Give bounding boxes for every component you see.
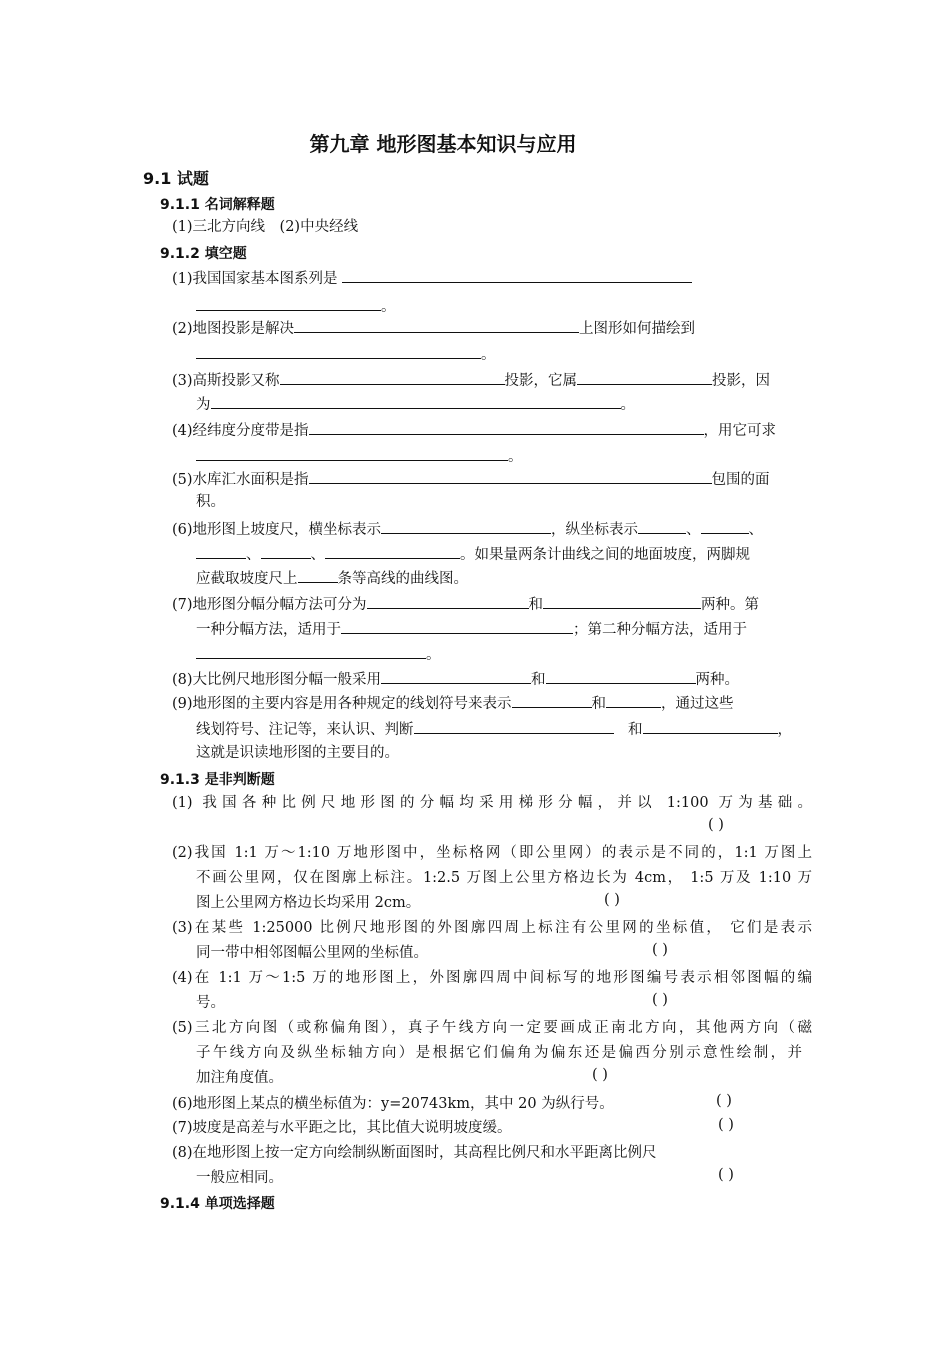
- answer-blank[interactable]: [211, 393, 621, 409]
- tf-q3-line2: 同一带中相邻图幅公里网的坐标值。: [196, 945, 428, 961]
- subsection-heading-fill: 9.1.2 填空题: [160, 246, 247, 262]
- tf-q8-line2: 一般应相同。: [196, 1170, 283, 1186]
- fill-q3-line2: 为 。: [196, 393, 836, 416]
- answer-blank[interactable]: [325, 543, 460, 559]
- fill-q7-line3: 。: [196, 643, 836, 666]
- answer-blank[interactable]: [643, 718, 778, 734]
- section-heading: 9.1 试题: [143, 169, 209, 188]
- answer-blank[interactable]: [512, 692, 592, 708]
- answer-blank[interactable]: [309, 468, 712, 484]
- fill-q9-line2: 线划符号、注记等，来认识、判断 和 ，: [196, 718, 836, 741]
- answer-blank[interactable]: [381, 518, 551, 534]
- fill-q7-line2: 一种分幅方法，适用于 ；第二种分幅方法，适用于: [196, 618, 836, 641]
- answer-blank[interactable]: [701, 518, 749, 534]
- fill-q8-line1: (8)大比例尺地形图分幅一般采用 和 两种。: [172, 668, 812, 691]
- answer-blank[interactable]: [342, 267, 692, 283]
- answer-blank[interactable]: [196, 295, 381, 311]
- tf-q7-line1: (7)坡度是高差与水平距之比，其比值大说明坡度缓。: [172, 1120, 512, 1136]
- tf-q6-line1: (6)地形图上某点的横坐标值为：y=20743km，其中 20 为纵行号。: [172, 1096, 614, 1112]
- answer-blank[interactable]: [309, 419, 704, 435]
- answer-paren[interactable]: ( ): [604, 892, 620, 908]
- answer-blank[interactable]: [546, 668, 696, 684]
- tf-q2-line1: (2)我国 1:1 万～1:10 万地形图中，坐标格网（即公里网）的表示是不同的，1:1 万图上: [172, 845, 812, 861]
- chapter-title: 第九章 地形图基本知识与应用: [309, 132, 577, 156]
- fill-q5-line1: (5)水库汇水面积是指 包围的面: [172, 468, 812, 491]
- tf-q4-line1: (4)在 1:1 万～1:5 万的地形图上，外图廓四周中间标写的地形图编号表示相邻图幅的编: [172, 970, 812, 986]
- fill-q4-line1: (4)经纬度分度带是指 ，用它可求: [172, 419, 812, 442]
- answer-blank[interactable]: [577, 369, 712, 385]
- answer-blank[interactable]: [280, 369, 505, 385]
- fill-q7-line1: (7)地形图分幅分幅方法可分为 和 两种。第: [172, 593, 812, 616]
- fill-q9-line1: (9)地形图的主要内容是用各种规定的线划符号来表示 和 ，通过这些: [172, 692, 812, 715]
- answer-blank[interactable]: [196, 543, 246, 559]
- answer-blank[interactable]: [196, 343, 481, 359]
- answer-paren[interactable]: ( ): [652, 942, 668, 958]
- fill-q2-line1: (2)地图投影是解决 上图形如何描绘到: [172, 317, 812, 340]
- answer-blank[interactable]: [606, 692, 661, 708]
- answer-paren[interactable]: ( ): [716, 1093, 732, 1109]
- answer-blank[interactable]: [543, 593, 701, 609]
- answer-paren[interactable]: ( ): [652, 992, 668, 1008]
- tf-q2-line2: 不画公里网，仅在图廓上标注。1:2.5 万图上公里方格边长为 4cm， 1:5 万及 1:10 万: [196, 870, 812, 886]
- answer-paren[interactable]: ( ): [718, 1117, 734, 1133]
- answer-blank[interactable]: [298, 567, 338, 583]
- answer-paren[interactable]: ( ): [592, 1067, 608, 1083]
- tf-q4-line2: 号。: [196, 995, 225, 1011]
- tf-q3-line1: (3)在某些 1:25000 比例尺地形图的外图廓四周上标注有公里网的坐标值， 它们是表示: [172, 920, 812, 936]
- answer-blank[interactable]: [638, 518, 686, 534]
- answer-paren[interactable]: ( ): [718, 1167, 734, 1183]
- fill-q2-line2: 。: [196, 343, 836, 366]
- answer-blank[interactable]: [196, 445, 508, 461]
- tf-q5-line2: 子午线方向及纵坐标轴方向）是根据它们偏角为偏东还是偏西分别示意性绘制，并: [196, 1045, 802, 1061]
- answer-blank[interactable]: [367, 593, 529, 609]
- answer-blank[interactable]: [261, 543, 311, 559]
- fill-q6-line1: (6)地形图上坡度尺，横坐标表示 ，纵坐标表示 、 、: [172, 518, 812, 541]
- fill-q9-line3: 这就是识读地形图的主要目的。: [196, 745, 399, 761]
- fill-q5-line2: 积。: [196, 494, 225, 510]
- answer-blank[interactable]: [381, 668, 531, 684]
- fill-q3-line1: (3)高斯投影又称 投影，它属 投影，因: [172, 369, 812, 392]
- terms-line: (1)三北方向线 (2)中央经线: [172, 219, 359, 235]
- tf-q5-line1: (5)三北方向图（或称偏角图），真子午线方向一定要画成正南北方向，其他两方向（磁: [172, 1020, 812, 1036]
- tf-q1-line1: (1) 我国各种比例尺地形图的分幅均采用梯形分幅，并以 1:100 万为基础。: [172, 795, 812, 811]
- fill-q6-line2: 、 、 。如果量两条计曲线之间的地面坡度，两脚规: [196, 543, 836, 566]
- answer-blank[interactable]: [294, 317, 579, 333]
- subsection-heading-choice: 9.1.4 单项选择题: [160, 1196, 275, 1212]
- tf-q5-line3: 加注角度值。: [196, 1070, 283, 1086]
- tf-q8-line1: (8)在地形图上按一定方向绘制纵断面图时，其高程比例尺和水平距离比例尺: [172, 1145, 657, 1161]
- fill-q1-line1: (1)我国国家基本图系列是: [172, 267, 812, 290]
- answer-blank[interactable]: [196, 643, 426, 659]
- answer-blank[interactable]: [414, 718, 614, 734]
- answer-blank[interactable]: [341, 618, 573, 634]
- fill-q4-line2: 。: [196, 445, 836, 468]
- fill-q6-line3: 应截取坡度尺上 条等高线的曲线图。: [196, 567, 836, 590]
- fill-q1-line2: 。: [196, 295, 836, 318]
- subsection-heading-terms: 9.1.1 名词解释题: [160, 197, 275, 213]
- subsection-heading-truefalse: 9.1.3 是非判断题: [160, 772, 275, 788]
- answer-paren[interactable]: ( ): [708, 817, 724, 833]
- tf-q2-line3: 图上公里网方格边长均采用 2cm。: [196, 895, 421, 911]
